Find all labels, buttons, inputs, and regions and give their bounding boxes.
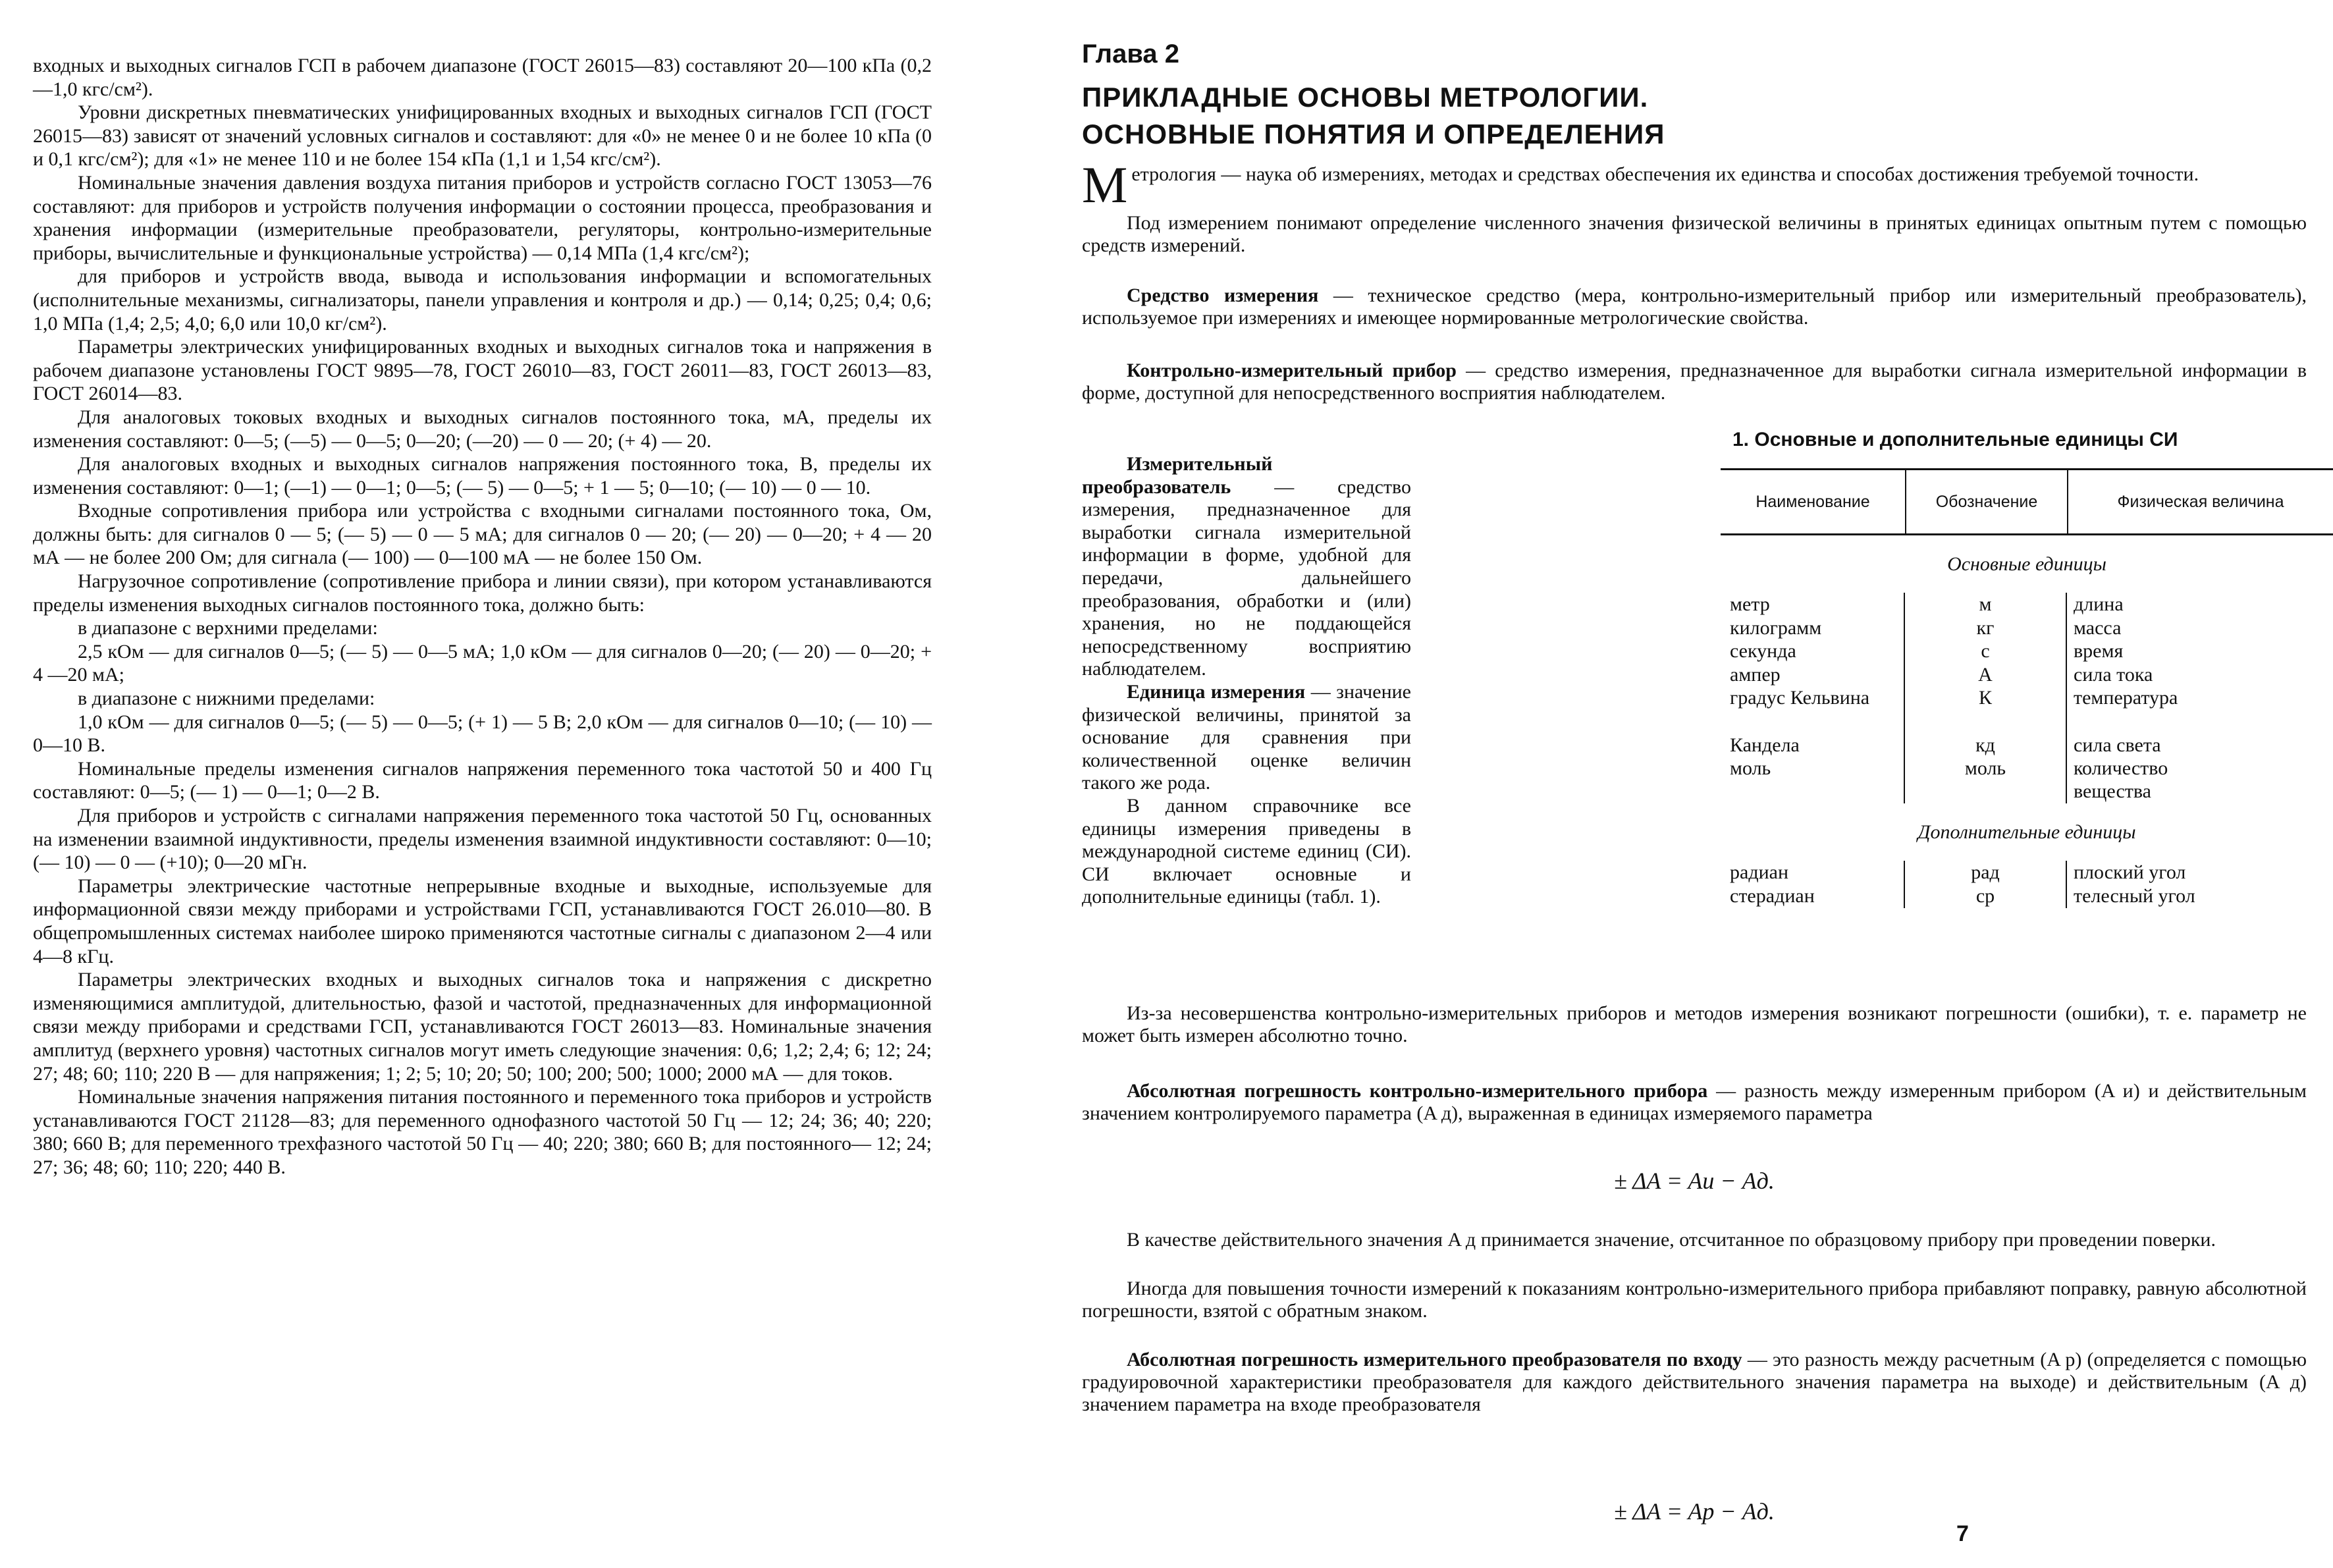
physical-quantity: масса xyxy=(2074,616,2122,639)
paragraph: входных и выходных сигналов ГСП в рабочем диапазоне (ГОСТ 26015—83) составляют 20—100 кПа (0,2—1,0 кгс/см²). xyxy=(33,55,932,100)
unit-symbol: рад xyxy=(1971,861,2000,884)
unit-symbol: кг xyxy=(1976,616,1995,639)
unit-name: Кандела xyxy=(1730,734,1800,756)
physical-quantity: длина xyxy=(2074,593,2124,615)
physical-quantity: телесный угол xyxy=(2074,884,2195,907)
paragraph: Для приборов и устройств с сигналами напряжения переменного тока частотой 50 Гц, основанных на изменении взаимной индуктивности, пределы изменения взаимной индуктивности составляют: 0—10; (— 10) — 0 — (+10); 0—20 мГн. xyxy=(33,805,932,874)
definition-means xyxy=(1082,284,2307,329)
table-title: 1. Основные и дополнительные единицы СИ xyxy=(1732,429,2178,450)
table-body-extra xyxy=(1721,861,2333,907)
paragraph: 1,0 кОм — для сигналов 0—5; (— 5) — 0—5; (+ 1) — 5 В; 2,0 кОм — для сигналов 0—10; (— 10) — 0—10 В. xyxy=(33,711,932,757)
unit-name: моль xyxy=(1730,757,1771,780)
paragraph: в диапазоне с нижними пределами: xyxy=(78,688,375,710)
paragraph: Номинальные пределы изменения сигналов напряжения переменного тока частотой 50 и 400 Гц составляют: 0—5; (— 1) — 0—1; 0—2 В. xyxy=(33,757,932,803)
unit-name: секунда xyxy=(1730,640,1796,662)
section-heading: Основные единицы xyxy=(1947,553,2106,575)
paragraph: Для аналоговых входных и выходных сигналов напряжения постоянного тока, В, пределы их изменения составляют: 0—1; (—1) — 0—1; 0—5; (— 5) — 0—5; + 1 — 5; 0—10; (— 10) — 0 — 10. xyxy=(33,453,932,499)
unit-symbol: ср xyxy=(1975,884,1995,907)
drop-cap: М xyxy=(1082,156,1128,213)
term: Единица измерения xyxy=(1127,680,1306,703)
unit-symbol: моль xyxy=(1964,757,2006,780)
definition: — разность между измеренным прибором (A и) и действительным значением контролируемого параметра (A д), выраженная в единицах измеряемого параметра xyxy=(1082,1080,2307,1124)
paragraph: Параметры электрические частотные непрерывные входные и выходные, используемые для информационной связи между приборами и устройствами ГСП, устанавливаются ГОСТ 26.010—80. В общепромышленных системах наиболее широко применяются частотные сигналы с диапазоном 2—4 или 4—8 кГц. xyxy=(33,875,932,967)
right-page xyxy=(1008,0,2307,1568)
paragraph: В данном справочнике все единицы измерения приведены в международной системе единиц (СИ). СИ включает основные и дополнительные единицы (табл. 1). xyxy=(1082,794,1411,908)
unit-symbol: м xyxy=(1979,593,1992,615)
paragraph: Номинальные значения напряжения питания постоянного и переменного тока приборов и устройств устанавливаются ГОСТ 21128—83; для переменного однофазного частотой 50 Гц — 12; 24; 36; 40; 220; 380; 660 В; для переменного трехфазного частотой 50 Гц — 40; 220; 380; 660 В; для постоянного— 12; 24; 27; 36; 48; 60; 110; 220; 440 В. xyxy=(33,1086,932,1178)
unit-name: килограмм xyxy=(1730,616,1822,639)
column-header: Обозначение xyxy=(1906,470,2068,533)
paragraph: В качестве действительного значения A д принимается значение, отсчитанное по образцовому прибору при проведении поверки. xyxy=(1127,1229,2216,1251)
paragraph: Входные сопротивления прибора или устройства с входными сигналами постоянного тока, Ом, должны быть: для сигналов 0 — 5; (— 5) — 0 — 5 мА; для сигналов 0 — 20; (— 20) — 0—20; + 4 — 20 мА — не более 200 Ом; для сигнала (— 100) — 0—100 мА — не более 150 Ом. xyxy=(33,500,932,569)
intro-paragraph xyxy=(1082,156,2307,213)
chapter-title-line: ОСНОВНЫЕ ПОНЯТИЯ И ОПРЕДЕЛЕНИЯ xyxy=(1082,119,1665,149)
si-units-table xyxy=(1721,428,2333,908)
physical-quantity: плоский угол xyxy=(2074,861,2186,884)
formula: ± ΔA = Aр − Aд. xyxy=(1614,1498,1775,1525)
definition: — средство измерения, предназначенное для выработки сигнала измерительной информации в форме, доступной для непосредственного восприятия наблюдателем. xyxy=(1082,360,2307,404)
formula: ± ΔA = Aи − Aд. xyxy=(1614,1168,1775,1194)
definition: — средство измерения, предназначенное для выработки сигнала измерительной информации в форме, удобной для передачи, дальнейшего преобразования, обработки и (или) хранения, но не поддающейся непосредственному восприятию наблюдателем. xyxy=(1082,475,1411,680)
page-number: 7 xyxy=(1956,1521,1969,1546)
section-heading: Дополнительные единицы xyxy=(1917,821,2136,844)
unit-name: метр xyxy=(1730,593,1770,615)
paragraph: Параметры электрических унифицированных входных и выходных сигналов тока и напряжения в рабочем диапазоне установлены ГОСТ 9895—78, ГОСТ 26010—83, ГОСТ 26011—83, ГОСТ 26013—83, ГОСТ 26014—83. xyxy=(33,336,932,405)
intro-text: етрология — наука об измерениях, методах и средствах обеспечения их единства и способах достижения требуемой точности. xyxy=(1131,163,2199,185)
chapter-title xyxy=(1082,79,1665,153)
definition-converter xyxy=(1082,453,1411,681)
table-header xyxy=(1721,468,2333,535)
term: Измерительный преобразователь xyxy=(1082,453,1273,498)
unit-name: стерадиан xyxy=(1730,884,1815,907)
left-column xyxy=(33,54,932,1179)
paragraph: Параметры электрических входных и выходных сигналов тока и напряжения с дискретно изменяющимися амплитудой, длительностью, фазой и частотой, предназначенных для информационной связи между приборами и средствами ГСП, устанавливаются ГОСТ 26013—83. Номинальные значения амплитуд (верхнего уровня) частотных сигналов могут иметь следующие значения: 0,6; 1,2; 2,4; 6; 12; 24; 27; 48; 60; 110; 220 В — для напряжения; 1; 2; 5; 10; 20; 50; 100; 200; 500; 1000; 2000 мА — для токов. xyxy=(33,969,932,1085)
unit-symbol: с xyxy=(1981,640,1990,662)
chapter-title-line: ПРИКЛАДНЫЕ ОСНОВЫ МЕТРОЛОГИИ. xyxy=(1082,82,1649,113)
physical-quantity: сила тока xyxy=(2074,663,2153,686)
definition-absolute-error xyxy=(1082,1080,2307,1125)
physical-quantity: температура xyxy=(2074,687,2178,709)
paragraph: Для аналоговых токовых входных и выходных сигналов постоянного тока, мА, пределы их изменения составляют: 0—5; (—5) — 0—5; 0—20; (—20) — 0 — 20; (+ 4) — 20. xyxy=(33,406,932,452)
term: Абсолютная погрешность измерительного преобразователя по входу xyxy=(1127,1349,1742,1370)
definition: — это разность между расчетным (A р) (определяется с помощью градуировочной характеристики преобразователя для каждого действительного значения параметра на выходе) и действительным (A д) значением параметра на входе преобразователя xyxy=(1082,1349,2307,1415)
narrow-column xyxy=(1082,407,1411,909)
unit-name: радиан xyxy=(1730,861,1789,884)
paragraph: 2,5 кОм — для сигналов 0—5; (— 5) — 0—5 мА; 1,0 кОм — для сигналов 0—20; (— 20) — 0—20; + 4 —20 мА; xyxy=(33,640,932,686)
paragraph: Нагрузочное сопротивление (сопротивление прибора и линии связи), при котором устанавливаются пределы изменения выходных сигналов постоянного тока, должно быть: xyxy=(33,570,932,616)
term: Средство измерения xyxy=(1127,284,1319,306)
unit-symbol: К xyxy=(1978,687,1992,709)
paragraph: Номинальные значения давления воздуха питания приборов и устройств согласно ГОСТ 13053—76 составляют: для приборов и устройств получения информации о состоянии процесса, преобразования и хранения информации (измерительные преобразователи, регуляторы, контрольно-измерительные приборы, вычислительные и функциональные устройства) — 0,14 МПа (1,4 кгс/см²); xyxy=(33,171,932,264)
unit-name: ампер xyxy=(1730,663,1781,686)
definition: — значение физической величины, принятой за основание для сравнения при количественной оценке величин такого же рода. xyxy=(1082,680,1411,794)
left-page xyxy=(0,0,1008,1568)
term: Контрольно-измерительный прибор xyxy=(1127,360,1457,381)
term: Абсолютная погрешность контрольно-измерительного прибора xyxy=(1127,1080,1708,1102)
unit-name: градус Кельвина xyxy=(1730,687,1870,709)
column-header: Физическая величина xyxy=(2117,493,2284,511)
physical-quantity: время xyxy=(2074,640,2124,662)
paragraph: Из-за несовершенства контрольно-измерительных приборов и методов измерения возникают погрешности (ошибки), т. е. параметр не может быть измерен абсолютно точно. xyxy=(1082,1002,2307,1046)
table-body-basic xyxy=(1721,593,2333,803)
chapter-label: Глава 2 xyxy=(1082,40,1180,68)
paragraph: в диапазоне с верхними пределами: xyxy=(78,617,378,639)
definition-converter-error xyxy=(1082,1349,2307,1416)
physical-quantity: сила света xyxy=(2074,734,2161,756)
definition-unit xyxy=(1082,681,1411,795)
paragraph: Под измерением понимают определение численного значения физической величины в принятых единицах опытным путем с помощью средств измерений. xyxy=(1082,212,2307,256)
unit-symbol: А xyxy=(1978,663,1993,686)
column-header: Наименование xyxy=(1721,470,1906,533)
definition-instrument xyxy=(1082,360,2307,406)
paragraph: Иногда для повышения точности измерений к показаниям контрольно-измерительного прибора прибавляют поправку, равную абсолютной погрешности, взятой с обратным знаком. xyxy=(1082,1278,2307,1322)
unit-symbol: кд xyxy=(1975,734,1995,756)
physical-quantity: количество вещества xyxy=(2074,757,2168,803)
definition: — техническое средство (мера, контрольно-измерительный прибор или измерительный преобразователь), используемое при измерениях и имеющее нормированные метрологические свойства. xyxy=(1082,284,2307,329)
paragraph: Уровни дискретных пневматических унифицированных входных и выходных сигналов ГСП (ГОСТ 26015—83) зависят от значений условных сигналов и составляют: для «0» не менее 0 и не более 10 кПа (0 и 0,1 кгс/см²); для «1» не менее 110 и не более 154 кПа (1,1 и 1,54 кгс/см²). xyxy=(33,101,932,171)
paragraph: для приборов и устройств ввода, вывода и использования информации и вспомогательных (исполнительные механизмы, сигнализаторы, панели управления и контроля и др.) — 0,14; 0,25; 0,4; 0,6; 1,0 МПа (1,4; 2,5; 4,0; 6,0 или 10,0 кг/см²). xyxy=(33,265,932,335)
